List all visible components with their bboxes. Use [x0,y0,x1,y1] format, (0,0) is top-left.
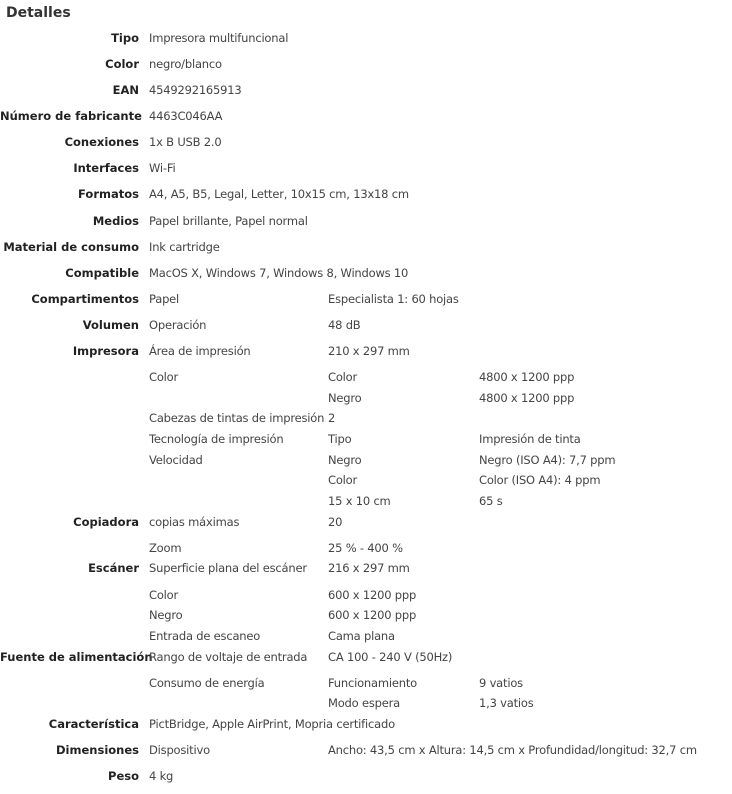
spec-detail: 4800 x 1200 ppp [479,391,575,405]
spec-row [0,740,732,760]
spec-subvalue: CA 100 - 240 V (50Hz) [328,650,453,664]
spec-label: Interfaces [73,161,139,175]
spec-row [0,766,732,786]
spec-row [0,367,732,387]
spec-label: Tipo [111,31,139,45]
spec-value: Operación [149,318,207,332]
spec-value: Color [149,370,179,384]
spec-value: 4 kg [149,769,174,783]
spec-subvalue: 25 % - 400 % [328,541,403,555]
spec-value: Ink cartridge [149,240,220,254]
spec-row [0,605,732,625]
spec-label: Volumen [82,318,139,332]
spec-value: PictBridge, Apple AirPrint, Mopria certificado [149,717,395,731]
spec-label: Compartimentos [31,292,139,306]
spec-value: MacOS X, Windows 7, Windows 8, Windows 10 [149,266,409,280]
spec-value: Entrada de escaneo [149,629,261,643]
spec-label: Impresora [72,344,139,358]
spec-row [0,28,732,48]
section-title: Detalles [6,5,71,21]
spec-row [0,693,732,713]
spec-value: A4, A5, B5, Legal, Letter, 10x15 cm, 13x18 cm [149,187,409,201]
spec-row [0,647,732,667]
spec-value: Zoom [149,541,182,555]
spec-subvalue: Negro [328,391,362,405]
spec-subvalue: Color [328,473,358,487]
spec-row [0,106,732,126]
spec-value: Dispositivo [149,743,210,757]
spec-row [0,315,732,335]
spec-subvalue: Tipo [328,432,352,446]
spec-label: Formatos [78,187,139,201]
spec-label: Material de consumo [3,240,139,254]
spec-value: Cabezas de tintas de impresión [149,411,325,425]
spec-row [0,158,732,178]
spec-detail: Color (ISO A4): 4 ppm [479,473,601,487]
spec-detail: 1,3 vatios [479,696,534,710]
spec-row [0,132,732,152]
spec-value: Wi-Fi [149,161,176,175]
spec-row [0,673,732,693]
spec-label: Peso [108,769,139,783]
spec-subvalue: Modo espera [328,696,400,710]
spec-value: Negro [149,608,183,622]
spec-row [0,714,732,734]
spec-label: Medios [92,214,139,228]
spec-value: Velocidad [149,453,203,467]
spec-detail: 9 vatios [479,676,523,690]
spec-row [0,54,732,74]
spec-label: Dimensiones [56,743,139,757]
spec-subvalue: Especialista 1: 60 hojas [328,292,459,306]
spec-row [0,237,732,257]
spec-row [0,184,732,204]
spec-row [0,450,732,470]
spec-subvalue: 48 dB [328,318,361,332]
spec-row [0,80,732,100]
spec-value: Papel [149,292,180,306]
spec-value: Color [149,588,179,602]
spec-row [0,341,732,361]
spec-subvalue: 20 [328,515,343,529]
spec-detail: Impresión de tinta [479,432,581,446]
spec-value: Consumo de energía [149,676,265,690]
spec-label: Característica [48,717,139,731]
spec-row [0,388,732,408]
spec-value: Papel brillante, Papel normal [149,214,308,228]
spec-row [0,585,732,605]
spec-value: Impresora multifuncional [149,31,289,45]
spec-subvalue: Color [328,370,358,384]
spec-label: Número de fabricante [0,109,142,123]
spec-row [0,512,732,532]
spec-row [0,211,732,231]
spec-row [0,289,732,309]
spec-value: copias máximas [149,515,240,529]
spec-subvalue: 600 x 1200 ppp [328,588,417,602]
spec-subvalue: 600 x 1200 ppp [328,608,417,622]
spec-detail: 65 s [479,494,503,508]
spec-subvalue: Negro [328,453,362,467]
spec-value: negro/blanco [149,57,222,71]
spec-detail: 4800 x 1200 ppp [479,370,575,384]
spec-label: Compatible [65,266,139,280]
spec-subvalue: Ancho: 43,5 cm x Altura: 14,5 cm x Profundidad/longitud: 32,7 cm [328,743,697,757]
spec-value: 4549292165913 [149,83,242,97]
spec-row [0,429,732,449]
spec-label: Color [105,57,139,71]
spec-value: Rango de voltaje de entrada [149,650,308,664]
spec-label: EAN [112,83,139,97]
spec-value: 1x B USB 2.0 [149,135,222,149]
spec-row [0,626,732,646]
spec-value: 4463C046AA [149,109,223,123]
spec-label: Escáner [88,561,139,575]
spec-label: Fuente de alimentación [0,650,153,664]
spec-row [0,558,732,578]
spec-row [0,263,732,283]
spec-subvalue: Cama plana [328,629,395,643]
spec-detail: Negro (ISO A4): 7,7 ppm [479,453,616,467]
spec-label: Copiadora [73,515,139,529]
spec-subvalue: 216 x 297 mm [328,561,410,575]
spec-value: Superficie plana del escáner [149,561,307,575]
spec-subvalue: 2 [328,411,336,425]
spec-row [0,408,732,428]
spec-subvalue: Funcionamiento [328,676,417,690]
spec-subvalue: 210 x 297 mm [328,344,410,358]
spec-row [0,538,732,558]
spec-subvalue: 15 x 10 cm [328,494,391,508]
spec-row [0,491,732,511]
spec-label: Conexiones [64,135,139,149]
spec-value: Tecnología de impresión [149,432,284,446]
spec-row [0,470,732,490]
spec-value: Área de impresión [149,344,251,358]
